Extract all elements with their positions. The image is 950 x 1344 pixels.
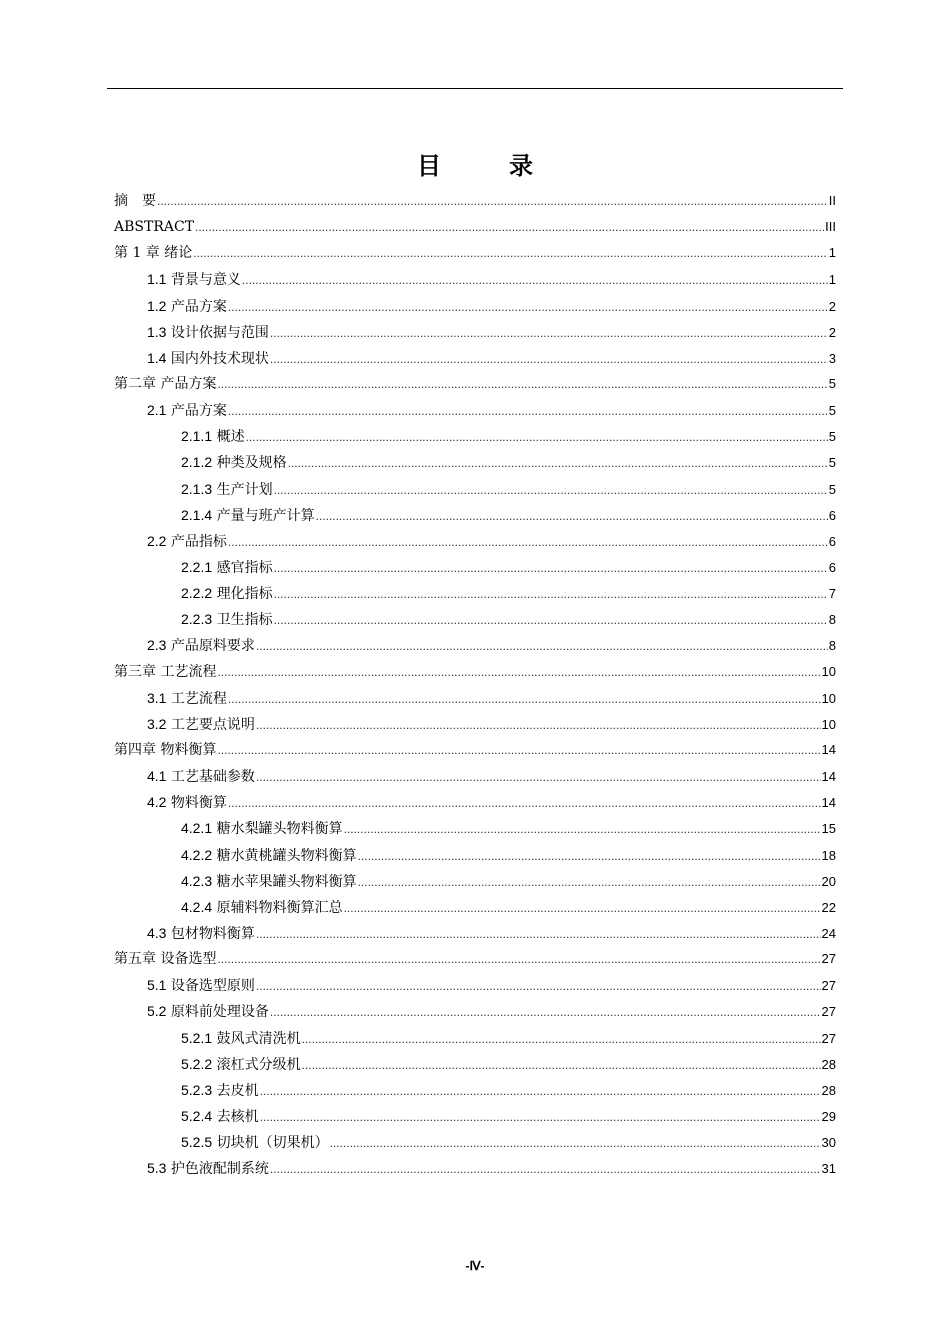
toc-entry-label: [114, 371, 216, 397]
toc-entry-page: 5: [828, 403, 836, 419]
toc-entry-label: [147, 685, 227, 712]
toc-entry[interactable]: [114, 1103, 836, 1129]
toc-entry[interactable]: [114, 371, 836, 397]
toc-entry-label: [114, 659, 216, 685]
header-rule: [107, 88, 843, 89]
toc-entry-number: 2.2.1: [181, 558, 213, 575]
toc-entry-label: [147, 397, 227, 424]
toc-entry-title: 产品原料要求: [170, 638, 255, 655]
toc-entry-number: 5.2.5: [181, 1134, 213, 1151]
toc-entry[interactable]: [114, 789, 836, 815]
toc-entry-page: 3: [828, 350, 836, 366]
toc-dot-leader: [288, 450, 828, 476]
toc-entry-label: [114, 188, 156, 214]
toc-entry-label: [114, 946, 216, 972]
toc-entry-number: 5.2: [147, 1003, 167, 1020]
toc-dot-leader: [270, 320, 828, 346]
toc-entry-title: ABSTRACT: [114, 219, 195, 236]
toc-entry-label: [147, 1155, 269, 1182]
toc-entry[interactable]: [114, 1051, 836, 1077]
toc-entry-title: 工艺要点说明: [170, 716, 255, 733]
toc-entry-title: 工艺基础参数: [170, 769, 255, 786]
toc-entry-title: 第三章 工艺流程: [114, 663, 217, 680]
toc-dot-leader: [260, 1078, 821, 1104]
toc-dot-leader: [256, 633, 828, 659]
toc-entry-title: 概述: [216, 429, 245, 446]
toc-entry-title: 第五章 设备选型: [114, 951, 217, 968]
toc-dot-leader: [242, 267, 828, 293]
toc-entry-page: 10: [821, 716, 836, 732]
toc-entry[interactable]: [114, 476, 836, 502]
toc-entry-title: 去皮机: [216, 1082, 259, 1099]
toc-entry[interactable]: [114, 606, 836, 632]
toc-entry[interactable]: [114, 920, 836, 946]
toc-entry-title: 国内外技术现状: [170, 350, 269, 367]
toc-entry-title: 工艺流程: [170, 690, 227, 707]
toc-entry-page: 18: [821, 847, 836, 863]
toc-entry-title: 产品方案: [170, 298, 227, 315]
toc-entry[interactable]: [114, 188, 836, 214]
toc-entry-number: 4.2.3: [181, 872, 213, 889]
toc-entry-label: [147, 528, 227, 555]
toc-dot-leader: [270, 1156, 821, 1182]
toc-entry-label: [114, 214, 194, 240]
toc-entry-number: 5.2.3: [181, 1081, 213, 1098]
toc-entry[interactable]: [114, 293, 836, 319]
toc-entry[interactable]: [114, 345, 836, 371]
toc-entry-title: 原辅料物料衡算汇总: [216, 899, 343, 916]
toc-entry[interactable]: [114, 815, 836, 841]
toc-dot-leader: [217, 371, 827, 397]
toc-dot-leader: [228, 529, 828, 555]
toc-entry[interactable]: [114, 423, 836, 449]
toc-entry-page: III: [825, 219, 836, 235]
toc-entry[interactable]: [114, 972, 836, 998]
toc-entry-page: 5: [828, 429, 836, 445]
toc-entry[interactable]: [114, 528, 836, 554]
toc-entry[interactable]: [114, 842, 836, 868]
toc-entry-number: 1.3: [147, 323, 167, 340]
toc-entry-title: 鼓风式清洗机: [216, 1030, 301, 1047]
toc-dot-leader: [256, 764, 821, 790]
toc-entry-label: [147, 998, 269, 1025]
toc-entry-page: 14: [821, 795, 836, 811]
toc-dot-leader: [358, 843, 821, 869]
toc-entry-number: 4.2.2: [181, 846, 213, 863]
toc-entry-page: 6: [828, 559, 836, 575]
toc-entry-title: 物料衡算: [170, 795, 227, 812]
toc-entry-page: 24: [821, 925, 836, 941]
toc-entry[interactable]: [114, 737, 836, 763]
toc-entry-page: II: [828, 193, 836, 208]
toc-entry-number: 4.3: [147, 924, 167, 941]
toc-entry-label: [181, 1129, 329, 1156]
toc-entry-label: [181, 868, 357, 895]
toc-entry-number: 1.1: [147, 271, 167, 288]
toc-dot-leader: [270, 999, 821, 1025]
toc-entry-page: 27: [821, 978, 836, 994]
toc-entry-page: 8: [828, 612, 836, 628]
toc-entry-title: 种类及规格: [216, 455, 287, 472]
toc-entry-label: [147, 345, 269, 372]
toc-entry-title: 理化指标: [216, 586, 273, 603]
toc-entry[interactable]: [114, 1077, 836, 1103]
table-of-contents: [114, 188, 836, 1181]
toc-dot-leader: [228, 294, 828, 320]
toc-entry-page: 14: [821, 769, 836, 785]
toc-entry-page: 5: [828, 455, 836, 471]
toc-entry-number: 5.2.1: [181, 1029, 213, 1046]
toc-entry-label: [181, 1077, 259, 1104]
toc-dot-leader: [256, 921, 821, 947]
toc-entry-title: 设备选型原则: [170, 978, 255, 995]
toc-entry-title: 卫生指标: [216, 612, 273, 629]
toc-entry[interactable]: [114, 763, 836, 789]
toc-entry[interactable]: [114, 554, 836, 580]
toc-entry-number: 2.1.1: [181, 428, 213, 445]
toc-entry-label: [114, 240, 192, 266]
toc-entry-label: [147, 972, 255, 999]
toc-entry-number: 5.1: [147, 977, 167, 994]
toc-entry-label: [181, 606, 273, 633]
toc-entry-label: [181, 1051, 301, 1078]
toc-entry-title: 第四章 物料衡算: [114, 741, 217, 758]
toc-entry-number: 2.1.4: [181, 506, 213, 523]
toc-entry[interactable]: [114, 397, 836, 423]
toc-dot-leader: [316, 503, 828, 529]
toc-entry-number: 2.2.3: [181, 611, 213, 628]
toc-dot-leader: [260, 1104, 821, 1130]
toc-entry[interactable]: [114, 685, 836, 711]
toc-entry-number: 2.2: [147, 532, 167, 549]
toc-entry-title: 背景与意义: [170, 272, 241, 289]
toc-dot-leader: [228, 398, 828, 424]
toc-entry-label: [181, 842, 357, 869]
toc-entry-page: 20: [821, 873, 836, 889]
toc-entry-page: 7: [828, 586, 836, 602]
toc-entry-number: 2.1.3: [181, 480, 213, 497]
toc-entry[interactable]: [114, 1155, 836, 1181]
toc-entry-number: 2.3: [147, 637, 167, 654]
toc-entry-number: 4.1: [147, 768, 167, 785]
toc-entry-page: 29: [821, 1108, 836, 1124]
toc-entry-label: [147, 920, 255, 947]
toc-entry-label: [181, 449, 287, 476]
toc-entry[interactable]: [114, 659, 836, 685]
page-number: -Ⅳ-: [465, 1259, 485, 1273]
toc-entry[interactable]: [114, 266, 836, 292]
toc-dot-leader: [302, 1052, 821, 1078]
toc-entry-label: [181, 580, 273, 607]
toc-entry-label: [181, 894, 343, 921]
toc-entry[interactable]: [114, 240, 836, 266]
toc-dot-leader: [217, 946, 820, 972]
toc-entry-title: 摘 要: [114, 193, 156, 209]
toc-entry-number: 4.2: [147, 794, 167, 811]
toc-entry-title: 第 1 章 绪论: [114, 245, 193, 262]
toc-entry-title: 生产计划: [216, 481, 273, 498]
toc-entry-number: 2.1: [147, 402, 167, 419]
toc-dot-leader: [274, 607, 828, 633]
toc-dot-leader: [358, 869, 821, 895]
toc-entry-number: 3.2: [147, 715, 167, 732]
toc-dot-leader: [256, 712, 821, 738]
toc-entry-label: [181, 423, 245, 450]
toc-entry-title: 设计依据与范围: [170, 324, 269, 341]
toc-entry-label: [181, 815, 343, 842]
toc-dot-leader: [274, 477, 828, 503]
toc-dot-leader: [330, 1130, 821, 1156]
toc-entry-title: 滚杠式分级机: [216, 1056, 301, 1073]
toc-dot-leader: [217, 659, 820, 685]
toc-entry-number: 4.2.1: [181, 820, 213, 837]
toc-entry[interactable]: [114, 868, 836, 894]
toc-entry-title: 第二章 产品方案: [114, 375, 217, 392]
toc-entry[interactable]: [114, 214, 836, 240]
toc-entry-page: 5: [828, 481, 836, 497]
toc-entry-page: 31: [821, 1161, 836, 1177]
toc-entry-number: 2.1.2: [181, 454, 213, 471]
toc-entry[interactable]: [114, 502, 836, 528]
toc-entry[interactable]: [114, 1025, 836, 1051]
toc-dot-leader: [344, 816, 821, 842]
toc-entry-label: [114, 737, 216, 763]
toc-entry-label: [147, 266, 241, 293]
toc-dot-leader: [256, 973, 821, 999]
toc-entry-page: 22: [821, 899, 836, 915]
toc-entry-page: 27: [821, 1030, 836, 1046]
toc-dot-leader: [157, 188, 828, 214]
toc-title: 目 录: [417, 152, 555, 180]
toc-dot-leader: [228, 790, 821, 816]
toc-dot-leader: [270, 346, 828, 372]
toc-entry[interactable]: [114, 580, 836, 606]
toc-entry-page: 8: [828, 638, 836, 654]
toc-entry[interactable]: [114, 711, 836, 737]
toc-entry[interactable]: [114, 946, 836, 972]
toc-entry-title: 产量与班产计算: [216, 507, 315, 524]
toc-entry-label: [147, 632, 255, 659]
toc-entry-title: 糖水黄桃罐头物料衡算: [216, 847, 357, 864]
toc-dot-leader: [246, 424, 828, 450]
toc-entry-title: 产品方案: [170, 403, 227, 420]
toc-entry-title: 护色液配制系统: [170, 1161, 269, 1178]
toc-entry-number: 1.4: [147, 349, 167, 366]
toc-entry-label: [147, 711, 255, 738]
toc-entry-title: 糖水苹果罐头物料衡算: [216, 873, 357, 890]
toc-entry-page: 2: [828, 324, 836, 340]
toc-entry-label: [147, 763, 255, 790]
toc-dot-leader: [344, 895, 821, 921]
toc-entry[interactable]: [114, 998, 836, 1024]
toc-entry-page: 6: [828, 507, 836, 523]
toc-entry-label: [181, 476, 273, 503]
toc-entry[interactable]: [114, 449, 836, 475]
toc-entry-page: 1: [828, 272, 836, 288]
toc-entry-page: 28: [821, 1056, 836, 1072]
toc-entry-page: 10: [821, 690, 836, 706]
toc-entry-page: 27: [821, 1004, 836, 1020]
toc-entry-number: 1.2: [147, 297, 167, 314]
toc-entry[interactable]: [114, 1129, 836, 1155]
toc-entry-page: 30: [821, 1135, 836, 1151]
toc-entry-title: 原料前处理设备: [170, 1004, 269, 1021]
toc-entry-page: 14: [821, 741, 836, 757]
toc-dot-leader: [274, 555, 828, 581]
toc-entry-page: 2: [828, 298, 836, 314]
toc-entry-page: 15: [821, 821, 836, 837]
toc-entry[interactable]: [114, 632, 836, 658]
toc-dot-leader: [195, 214, 824, 240]
toc-entry-label: [147, 789, 227, 816]
toc-entry-page: 10: [821, 663, 836, 679]
toc-entry-page: 27: [821, 951, 836, 967]
toc-entry-label: [147, 293, 227, 320]
toc-entry-title: 去核机: [216, 1108, 259, 1125]
toc-dot-leader: [274, 581, 828, 607]
toc-entry-title: 感官指标: [216, 559, 273, 576]
toc-entry-label: [147, 319, 269, 346]
toc-entry-number: 5.3: [147, 1160, 167, 1177]
toc-entry-number: 2.2.2: [181, 585, 213, 602]
toc-entry-page: 5: [828, 375, 836, 391]
toc-entry-label: [181, 1103, 259, 1130]
toc-entry-number: 5.2.2: [181, 1055, 213, 1072]
toc-entry[interactable]: [114, 319, 836, 345]
toc-entry[interactable]: [114, 894, 836, 920]
toc-entry-label: [181, 1025, 301, 1052]
toc-entry-title: 产品指标: [170, 533, 227, 550]
toc-entry-number: 5.2.4: [181, 1107, 213, 1124]
toc-entry-page: 1: [828, 245, 836, 261]
toc-entry-number: 4.2.4: [181, 898, 213, 915]
toc-entry-title: 包材物料衡算: [170, 925, 255, 942]
toc-entry-title: 切块机（切果机）: [216, 1135, 329, 1152]
toc-entry-label: [181, 502, 315, 529]
toc-entry-page: 28: [821, 1082, 836, 1098]
toc-dot-leader: [217, 737, 820, 763]
toc-dot-leader: [193, 240, 828, 266]
toc-entry-title: 糖水梨罐头物料衡算: [216, 821, 343, 838]
toc-entry-label: [181, 554, 273, 581]
toc-entry-number: 3.1: [147, 689, 167, 706]
toc-dot-leader: [228, 686, 821, 712]
toc-entry-page: 6: [828, 533, 836, 549]
toc-dot-leader: [302, 1026, 821, 1052]
